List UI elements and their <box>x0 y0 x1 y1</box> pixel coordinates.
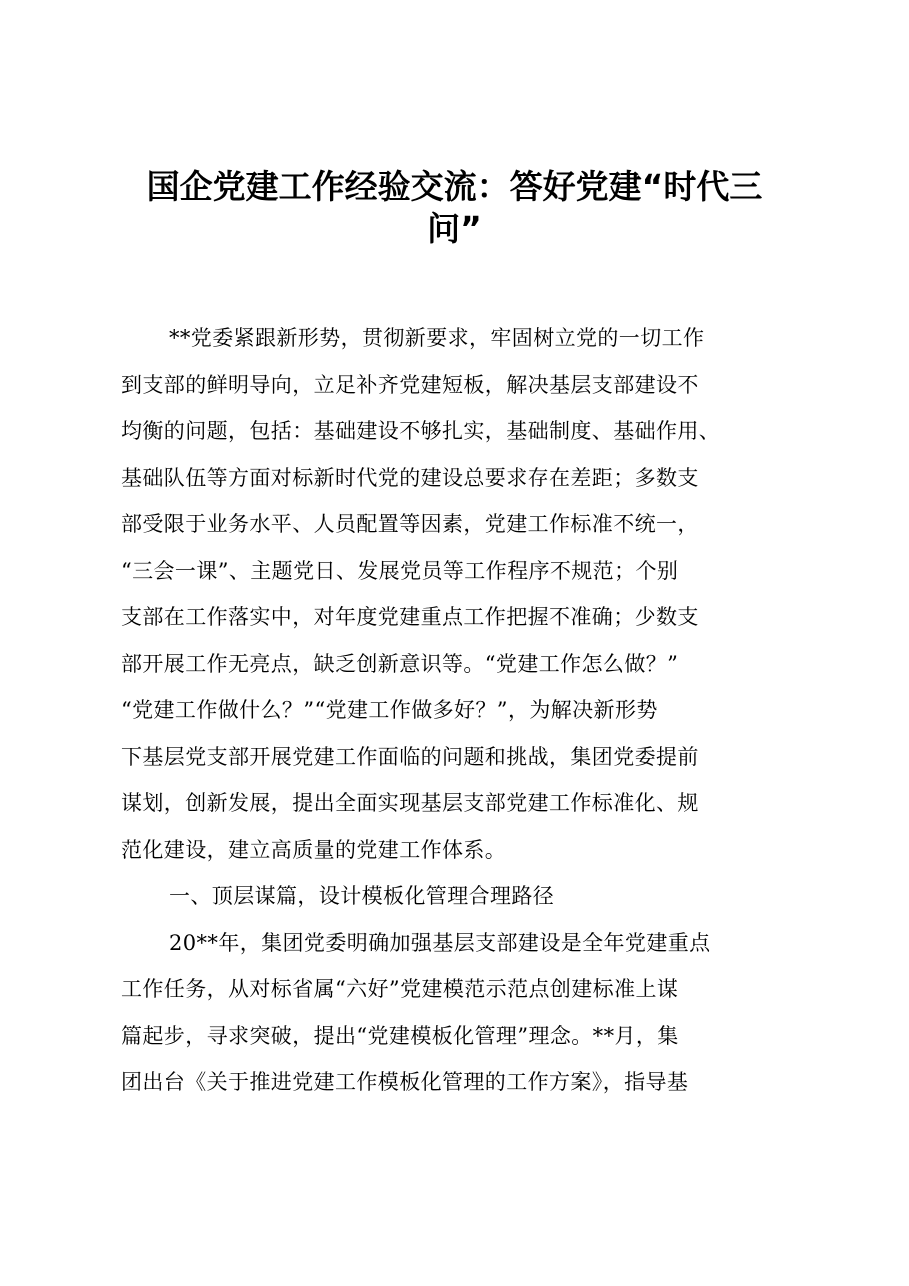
paragraph-line: 支部在工作落实中，对年度党建重点工作把握不准确；少数支 <box>121 605 699 629</box>
paragraph-line: 范化建设，建立高质量的党建工作体系。 <box>121 837 507 862</box>
paragraph-line: 部开展工作无亮点，缺乏创新意识等。“党建工作怎么做？” <box>121 651 679 676</box>
paragraph-line: 谋划，创新发展，提出全面实现基层支部党建工作标准化、规 <box>121 791 699 815</box>
paragraph-line: 基础队伍等方面对标新时代党的建设总要求存在差距；多数支 <box>121 465 699 490</box>
paragraph-line: 篇起步，寻求突破，提出“党建模板化管理”理念。**月，集 <box>121 1023 679 1048</box>
paragraph-line: “党建工作做什么？”“党建工作做多好？”，为解决新形势 <box>121 698 658 722</box>
paragraph-line: 工作任务，从对标省属“六好”党建模范示范点创建标准上谋 <box>121 977 679 1001</box>
section-heading: 一、顶层谋篇，设计模板化管理合理路径 <box>169 884 555 908</box>
paragraph-line: 到支部的鲜明导向，立足补齐党建短板，解决基层支部建设不 <box>121 372 699 397</box>
paragraph-line: 下基层党支部开展党建工作面临的问题和挑战，集团党委提前 <box>121 744 699 769</box>
paragraph-line: 20**年，集团党委明确加强基层支部建设是全年党建重点 <box>169 930 711 955</box>
paragraph-line: 团出台《关于推进党建工作模板化管理的工作方案》，指导基 <box>121 1070 689 1094</box>
document-title-line-1: 国企党建工作经验交流：答好党建“时代三 <box>146 167 763 206</box>
paragraph-line: “三会一课”、主题党日、发展党员等工作程序不规范；个别 <box>121 558 679 583</box>
document-body <box>121 315 821 1106</box>
document-title-line-2: 问” <box>427 209 482 248</box>
paragraph-line: 部受限于业务水平、人员配置等因素，党建工作标准不统一， <box>121 512 699 536</box>
paragraph-line: **党委紧跟新形势，贯彻新要求，牢固树立党的一切工作 <box>169 326 705 350</box>
paragraph-line: 均衡的问题，包括：基础建设不够扎实，基础制度、基础作用、 <box>121 419 721 443</box>
